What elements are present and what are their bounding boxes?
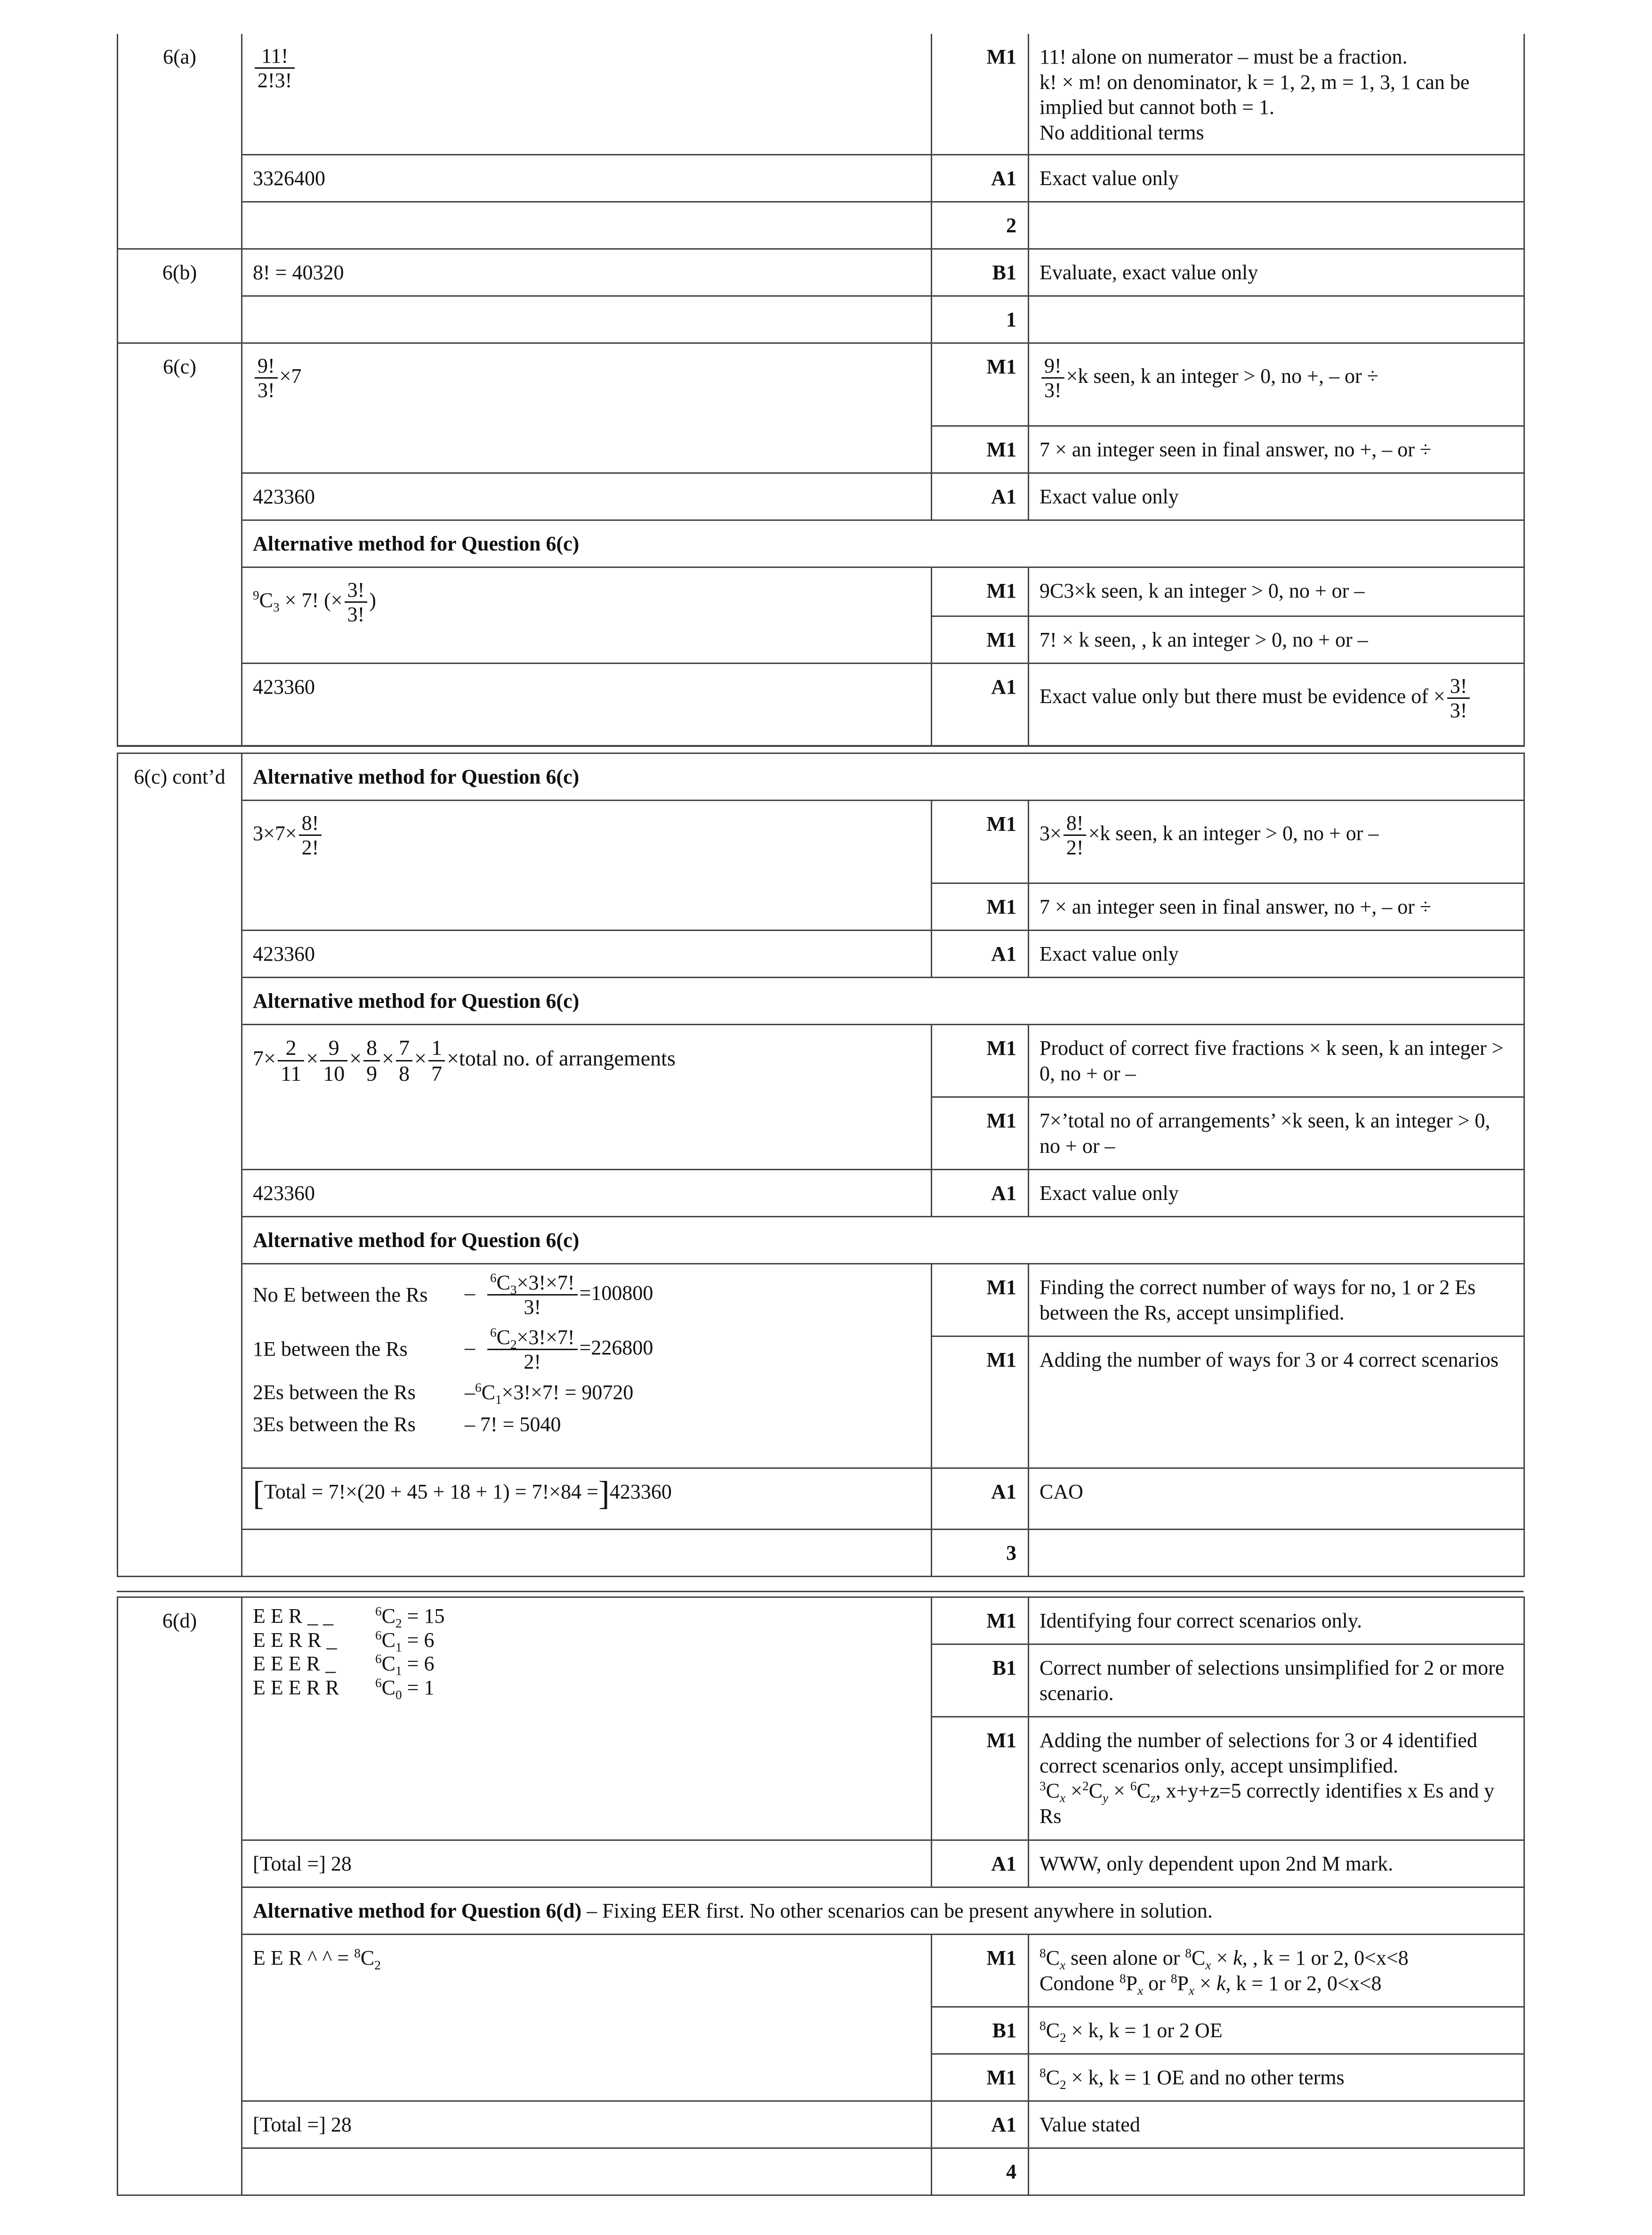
selection-value: = 6 <box>407 1652 435 1676</box>
table-row <box>118 978 1524 1025</box>
guidance-line: $^8C_x$ seen alone or $^8C_x \times k$, , k = 1 or 2, 0<x<8 <box>1040 1946 1409 1972</box>
table-row <box>118 1935 1524 2007</box>
answer-cell: $^9C_3 \times 7$! (× $\frac{3!}{3!}$ ) <box>242 567 932 663</box>
expr-text: 3×7× <box>253 821 297 845</box>
table-row <box>118 801 1524 883</box>
table-row <box>118 520 1524 567</box>
fraction-numerator: 2 <box>278 1036 304 1061</box>
mark-code: M1 <box>932 1717 1029 1840</box>
guidance-text: Value stated <box>1029 2101 1524 2148</box>
mark-code: A1 <box>932 2101 1029 2148</box>
answer-value: 3326400 <box>242 154 932 202</box>
answer-cell: 7× $\frac{2}{11}$ × $\frac{9}{10}$ × $\frac{8}{9}$ × $\frac{7}{8}$ × $\frac{1}{7}$ ×total no. of arrangements <box>242 1025 932 1170</box>
mark-code: A1 <box>932 1840 1029 1887</box>
fraction <box>345 578 368 626</box>
question-label-6c: 6(c) <box>118 343 242 746</box>
fraction-denominator: 11 <box>280 1061 302 1085</box>
scenario-expr: – $\frac{^6C_2\times 3!\times 7!}{2!}$ =226800 <box>465 1325 653 1373</box>
mark-code: M1 <box>932 1336 1029 1468</box>
expr-text: 7× <box>253 1046 276 1070</box>
table-row <box>118 1217 1524 1264</box>
guidance-text: ×k seen, k an integer > 0, no +, – or ÷ <box>1066 364 1378 388</box>
fraction <box>1447 674 1470 722</box>
guidance-text: k = 1 or 2, 0<x<8 <box>1236 1971 1382 1995</box>
table-row <box>118 1025 1524 1097</box>
guidance-text: ×k seen, k an integer > 0, no + or – <box>1088 821 1379 845</box>
guidance-text: Exact value only <box>1029 931 1524 978</box>
table-row <box>118 1468 1524 1530</box>
fraction-denominator: 8 <box>399 1061 410 1085</box>
guidance-text: 7×’total no of arrangements’ ×k seen, k an integer > 0, no + or – <box>1029 1097 1524 1170</box>
guidance-text: seen alone or <box>1071 1946 1180 1969</box>
table-row <box>118 567 1524 616</box>
guidance-text: 7! × k seen, , k an integer > 0, no + or – <box>1029 616 1524 663</box>
fraction-numerator: 3! <box>345 578 368 603</box>
guidance-text: Identifying four correct scenarios only. <box>1029 1597 1524 1644</box>
scenario-grid <box>253 1271 920 1437</box>
fraction-denominator: 2!3! <box>258 69 292 92</box>
fraction-denominator: 3! <box>524 1296 541 1319</box>
guidance-text: 3× <box>1040 821 1062 845</box>
total-marks: 1 <box>932 296 1029 343</box>
empty-cell <box>242 2148 932 2195</box>
selection-value: = 1 <box>407 1676 435 1699</box>
guidance-text: Adding the number of selections for 3 or 4 identified correct scenarios only, accept unsimplified. <box>1040 1729 1477 1777</box>
fraction-denominator: 10 <box>323 1061 345 1085</box>
answer-cell <box>242 1468 932 1530</box>
guidance-text: Condone <box>1040 1971 1114 1995</box>
table-row <box>118 473 1524 520</box>
fraction-numerator: 1 <box>428 1036 445 1061</box>
guidance-cell <box>1029 1717 1524 1840</box>
fraction <box>255 44 295 92</box>
fraction-denominator: 9 <box>366 1061 378 1085</box>
fraction <box>428 1036 445 1085</box>
mark-code: A1 <box>932 473 1029 520</box>
fraction-numerator: 11! <box>255 44 295 69</box>
mark-code: A1 <box>932 154 1029 202</box>
scenario-result: ×3!×7! = 90720 <box>501 1381 634 1404</box>
mark-code: B1 <box>932 249 1029 296</box>
scenario-selection: $^6C_1 = 6$ <box>375 1652 435 1678</box>
guidance-cell <box>1029 34 1524 154</box>
guidance-line: No additional terms <box>1040 121 1204 145</box>
fraction <box>487 1326 578 1374</box>
fraction-numerator: 8! <box>1064 811 1087 836</box>
fraction <box>278 1036 304 1085</box>
table-row <box>118 1264 1524 1336</box>
scenario-expr: – 7! = 5040 <box>465 1412 561 1436</box>
scenario-selection: $^6C_2 = 15$ <box>375 1604 445 1630</box>
guidance-text: 7 × an integer seen in final answer, no +, – or ÷ <box>1029 883 1524 931</box>
fraction <box>299 811 322 859</box>
table-row <box>118 2148 1524 2195</box>
answer-cell <box>242 1264 932 1468</box>
answer-value: 423360 <box>242 931 932 978</box>
expr-text: C <box>259 588 273 612</box>
multiplier: ×7 <box>279 364 302 388</box>
table-row <box>118 154 1524 202</box>
mark-scheme-table-part2 <box>117 753 1525 1577</box>
guidance-text: Finding the correct number of ways for no, 1 or 2 Es between the Rs, accept unsimplified. <box>1029 1264 1524 1336</box>
scenario-letters: E E R _ _ <box>253 1604 334 1628</box>
fraction-denominator: 2! <box>524 1350 541 1373</box>
table-row <box>118 1840 1524 1887</box>
scenario-label: No E between the Rs <box>253 1283 428 1306</box>
answer-value: 423360 <box>609 1480 672 1503</box>
answer-value: [Total =] 28 <box>242 1840 932 1887</box>
table-row <box>118 296 1524 343</box>
mark-code: A1 <box>932 931 1029 978</box>
mark-scheme-table-part3 <box>117 1596 1525 2196</box>
guidance-text: Exact value only <box>1029 1170 1524 1217</box>
mark-code: M1 <box>932 2054 1029 2101</box>
mark-code: A1 <box>932 1170 1029 1217</box>
fraction-denominator: 2! <box>301 836 319 859</box>
guidance-formula: $^3C_x \times^2C_y \times ^6C_z$, x+y+z=5 correctly identifies x Es and y Rs <box>1040 1779 1495 1828</box>
guidance-text: Correct number of selections unsimplified for 2 or more scenario. <box>1029 1644 1524 1717</box>
page-separator <box>117 1591 1523 1592</box>
fraction <box>396 1036 412 1085</box>
table-row <box>118 1530 1524 1577</box>
mark-scheme-table-part1 <box>117 34 1525 747</box>
alt-method-heading: Alternative method for Question 6(c) <box>242 978 1524 1025</box>
table-row <box>118 753 1524 801</box>
fraction-numerator: 8 <box>363 1036 380 1061</box>
expr-text: E E R ^ ^ = <box>253 1946 355 1969</box>
empty-cell <box>242 296 932 343</box>
mark-code: M1 <box>932 343 1029 426</box>
fraction <box>1041 354 1064 402</box>
fraction-denominator: 2! <box>1066 836 1084 859</box>
table-row <box>118 202 1524 249</box>
guidance-text: Exact value only but there must be evidence of × <box>1040 684 1445 708</box>
question-label-6b: 6(b) <box>118 249 242 343</box>
scenario-letters: E E E R R <box>253 1676 339 1699</box>
selection-value: = 15 <box>407 1604 445 1628</box>
mark-code: M1 <box>932 883 1029 931</box>
mark-code: M1 <box>932 34 1029 154</box>
guidance-text: x+y+z=5 correctly identifies x Es and y Rs <box>1040 1779 1495 1828</box>
guidance-text: CAO <box>1029 1468 1524 1530</box>
scenario-result: =226800 <box>579 1336 653 1359</box>
scenario-label: 1E between the Rs <box>253 1337 408 1361</box>
scenario-expr: $-^6C_1\times 3!\times 7$! = 90720 <box>465 1380 634 1407</box>
scenario-letters: E E R R _ <box>253 1628 337 1652</box>
question-label-6c-contd: 6(c) cont’d <box>118 753 242 1577</box>
table-row <box>118 1170 1524 1217</box>
guidance-cell <box>1029 343 1524 426</box>
mark-code: M1 <box>932 1264 1029 1336</box>
guidance-cell: $^8C_2 \times k$, k = 1 or 2 OE <box>1029 2007 1524 2054</box>
mark-code: M1 <box>932 567 1029 616</box>
total-expr: Total = 7!×(20 + 45 + 18 + 1) = 7!×84 = <box>264 1480 598 1503</box>
table-row <box>118 663 1524 746</box>
numerator-text: ×3!×7! <box>516 1325 575 1349</box>
fraction-denominator: 3! <box>1450 698 1467 722</box>
mark-code: M1 <box>932 1935 1029 2007</box>
alt-method-heading <box>242 1887 1524 1935</box>
guidance-text: Product of correct five fractions × k seen, k an integer > 0, no + or – <box>1029 1025 1524 1097</box>
table-row <box>118 931 1524 978</box>
alt-method-heading: Alternative method for Question 6(c) <box>242 753 1524 801</box>
guidance-text: Evaluate, exact value only <box>1029 249 1524 296</box>
scenario-result: =100800 <box>579 1281 653 1304</box>
answer-value: 423360 <box>242 663 932 746</box>
selection-value: = 6 <box>407 1628 435 1652</box>
answer-value: 8! = 40320 <box>242 249 932 296</box>
guidance-text: 7 × an integer seen in final answer, no +, – or ÷ <box>1029 426 1524 473</box>
fraction-numerator: 7 <box>396 1036 412 1061</box>
guidance-cell <box>1029 1935 1524 2007</box>
mark-code: M1 <box>932 1025 1029 1097</box>
question-label-6d: 6(d) <box>118 1597 242 2195</box>
fraction-denominator: 3! <box>347 602 365 626</box>
empty-cell <box>1029 296 1524 343</box>
fraction-denominator: 7 <box>431 1061 443 1085</box>
guidance-text: × k, k = 1 OE and no other terms <box>1071 2066 1345 2089</box>
table-row <box>118 2101 1524 2148</box>
guidance-text: 9C3×k seen, k an integer > 0, no + or – <box>1029 567 1524 616</box>
fraction <box>363 1036 380 1085</box>
mark-code: M1 <box>932 1597 1029 1644</box>
empty-cell <box>1029 1530 1524 1577</box>
expr-text: ) <box>369 588 376 612</box>
fraction-numerator: 9! <box>1041 354 1064 379</box>
alt-heading-bold: Alternative method for Question 6(d) <box>253 1899 582 1922</box>
mark-code: A1 <box>932 1468 1029 1530</box>
fraction <box>487 1271 578 1319</box>
mark-code: M1 <box>932 801 1029 883</box>
table-row <box>118 34 1524 154</box>
guidance-line: k! × m! on denominator, k = 1, 2, m = 1, 3, 1 can be implied but cannot both = 1. <box>1040 70 1470 119</box>
empty-cell <box>1029 2148 1524 2195</box>
empty-cell <box>1029 202 1524 249</box>
scenario-list <box>253 1604 920 1700</box>
alt-heading-note: – Fixing EER first. No other scenarios can be present anywhere in solution. <box>581 1899 1213 1922</box>
empty-cell <box>242 202 932 249</box>
mark-code: B1 <box>932 2007 1029 2054</box>
guidance-cell: $^8C_2 \times k$, k = 1 OE and no other terms <box>1029 2054 1524 2101</box>
mark-code: M1 <box>932 616 1029 663</box>
guidance-cell <box>1029 663 1524 746</box>
table-row <box>118 1597 1524 1644</box>
answer-cell <box>242 1597 932 1840</box>
total-marks: 3 <box>932 1530 1029 1577</box>
scenario-letters: E E E R _ <box>253 1652 336 1676</box>
guidance-text: Exact value only <box>1029 473 1524 520</box>
guidance-text: Adding the number of ways for 3 or 4 correct scenarios <box>1029 1336 1524 1468</box>
total-marks: 4 <box>932 2148 1029 2195</box>
fraction-numerator: 8! <box>299 811 322 836</box>
scenario-label: 3Es between the Rs <box>253 1412 416 1436</box>
fraction <box>320 1036 347 1085</box>
table-row <box>118 343 1524 426</box>
table-row <box>118 249 1524 296</box>
numerator-text: ×3!×7! <box>516 1271 575 1294</box>
answer-cell <box>242 801 932 931</box>
answer-value: [Total =] 28 <box>242 2101 932 2148</box>
mark-code: A1 <box>932 663 1029 746</box>
guidance-text: k = 1 or 2, 0<x<8 <box>1263 1946 1409 1969</box>
page-separator <box>117 745 1523 746</box>
scenario-label: 2Es between the Rs <box>253 1381 416 1404</box>
fraction-numerator: 9 <box>320 1036 347 1061</box>
guidance-text: WWW, only dependent upon 2nd M mark. <box>1029 1840 1524 1887</box>
fraction <box>255 354 278 402</box>
table-row <box>118 1887 1524 1935</box>
answer-cell: E E R ^ ^ = $^8C_2$ <box>242 1935 932 2101</box>
mark-code: M1 <box>932 1097 1029 1170</box>
scenario-selection: $^6C_0 = 1$ <box>375 1676 435 1702</box>
answer-cell <box>242 343 932 473</box>
guidance-line: Condone $^8P_x$ or $^8P_x \times k$, k = 1 or 2, 0<x<8 <box>1040 1971 1382 1998</box>
mark-code: M1 <box>932 426 1029 473</box>
empty-cell <box>242 1530 932 1577</box>
scenario-expr: – $\frac{^6C_3\times 3!\times 7!}{3!}$ =100800 <box>465 1271 653 1319</box>
alt-method-heading: Alternative method for Question 6(c) <box>242 1217 1524 1264</box>
answer-value: 423360 <box>242 473 932 520</box>
answer-value: 423360 <box>242 1170 932 1217</box>
scenario-selection: $^6C_1 = 6$ <box>375 1628 435 1654</box>
answer-cell <box>242 34 932 154</box>
fraction-denominator: 3! <box>258 378 275 402</box>
fraction-denominator: 3! <box>1044 378 1062 402</box>
total-marks: 2 <box>932 202 1029 249</box>
guidance-cell <box>1029 801 1524 883</box>
guidance-text: × k, k = 1 or 2 OE <box>1071 2019 1223 2042</box>
expr-text: × 7! (× <box>279 588 343 612</box>
bracket: ] <box>598 1474 610 1513</box>
fraction-numerator: 9! <box>255 354 278 379</box>
alt-method-heading: Alternative method for Question 6(c) <box>242 520 1524 567</box>
guidance-text: Exact value only <box>1029 154 1524 202</box>
expr-text: ×total no. of arrangements <box>447 1046 676 1070</box>
mark-code: B1 <box>932 1644 1029 1717</box>
fraction-numerator: $^6C_2\times 3!\times 7$! <box>487 1326 578 1350</box>
fraction-numerator: 3! <box>1447 674 1470 699</box>
bracket: [ <box>253 1474 264 1513</box>
guidance-line: 11! alone on numerator – must be a fraction. <box>1040 45 1408 68</box>
fraction <box>1064 811 1087 859</box>
question-label-6a: 6(a) <box>118 34 242 249</box>
fraction-numerator: $^6C_3\times 3!\times 7$! <box>487 1271 578 1296</box>
